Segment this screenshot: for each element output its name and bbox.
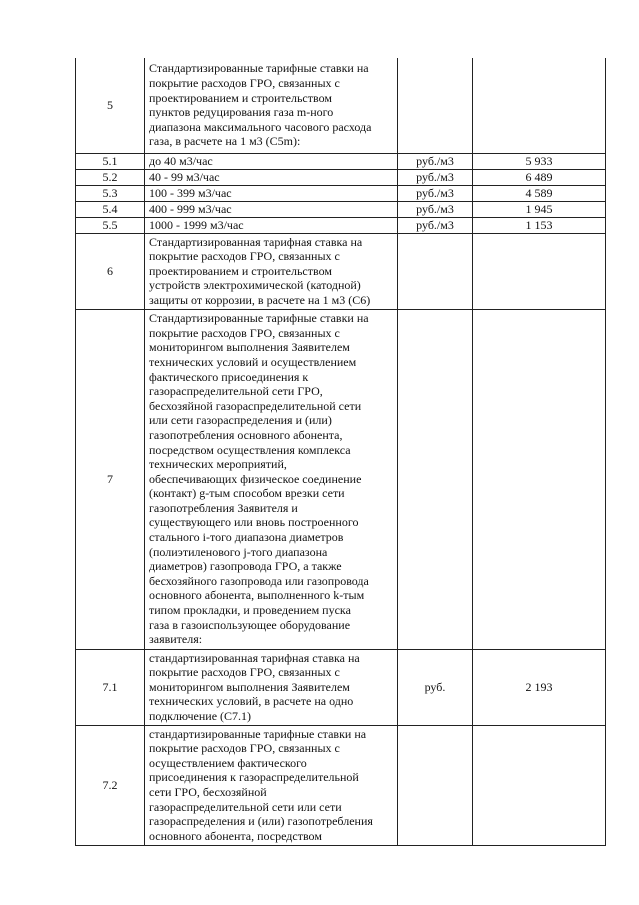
row-description: 1000 - 1999 м3/час bbox=[145, 217, 398, 233]
row-number: 5.3 bbox=[76, 185, 145, 201]
row-value: 2 193 bbox=[473, 649, 606, 725]
row-unit bbox=[398, 725, 473, 845]
row-description: стандартизированные тарифные ставки на покрытие расходов ГРО, связанных с осуществлением фактического присоединения к газораспределительной сети ГРО, бесхозяйной газораспределительной сети или сети газораспределения и (или) газопотребления основного абонента, посредством bbox=[145, 725, 398, 845]
row-description: 400 - 999 м3/час bbox=[145, 201, 398, 217]
table-row bbox=[76, 185, 606, 201]
row-description: Стандартизированные тарифные ставки на покрытие расходов ГРО, связанных с мониторингом выполнения Заявителем технических условий и осуществлением фактического присоединения к газораспределительной сети ГРО, бесхозяйной газораспределительной сети или сети газораспределения и (или) газопотребления основного абонента, посредством осуществления комплекса технических мероприятий, обеспечивающих физическое соединение (контакт) g-тым способом врезки сети газопотребления Заявителя и существующего или вновь построенного стального i-того диапазона диаметров (полиэтиленового j-того диапазона диаметров) газопровода ГРО, а также бесхозяйного газопровода или газопровода основного абонента, выполненного k-тым типом прокладки, и проведением пуска газа в газоиспользующее оборудование заявителя: bbox=[145, 309, 398, 649]
table-row bbox=[76, 58, 606, 153]
row-number: 5.2 bbox=[76, 169, 145, 185]
row-value bbox=[473, 725, 606, 845]
row-unit bbox=[398, 309, 473, 649]
table-row bbox=[76, 725, 606, 845]
row-number: 7.2 bbox=[76, 725, 145, 845]
row-value: 4 589 bbox=[473, 185, 606, 201]
row-unit: руб. bbox=[398, 649, 473, 725]
row-description: 100 - 399 м3/час bbox=[145, 185, 398, 201]
row-description: стандартизированная тарифная ставка на покрытие расходов ГРО, связанных с мониторингом выполнения Заявителем технических условий, в расчете на одно подключение (C7.1) bbox=[145, 649, 398, 725]
row-description: 40 - 99 м3/час bbox=[145, 169, 398, 185]
row-number: 5.5 bbox=[76, 217, 145, 233]
row-unit: руб./м3 bbox=[398, 217, 473, 233]
row-number: 7 bbox=[76, 309, 145, 649]
table-row bbox=[76, 309, 606, 649]
row-unit bbox=[398, 233, 473, 309]
row-value bbox=[473, 309, 606, 649]
table-row bbox=[76, 169, 606, 185]
row-description: Стандартизированная тарифная ставка на покрытие расходов ГРО, связанных с проектированием и строительством устройств электрохимической (катодной) защиты от коррозии, в расчете на 1 м3 (C6) bbox=[145, 233, 398, 309]
row-value: 5 933 bbox=[473, 153, 606, 169]
row-number: 6 bbox=[76, 233, 145, 309]
row-number: 5.4 bbox=[76, 201, 145, 217]
table-row bbox=[76, 217, 606, 233]
row-number: 7.1 bbox=[76, 649, 145, 725]
row-number: 5 bbox=[76, 58, 145, 153]
table-row bbox=[76, 233, 606, 309]
row-value: 6 489 bbox=[473, 169, 606, 185]
table-row bbox=[76, 649, 606, 725]
row-unit: руб./м3 bbox=[398, 169, 473, 185]
row-unit: руб./м3 bbox=[398, 185, 473, 201]
row-unit: руб./м3 bbox=[398, 153, 473, 169]
row-unit bbox=[398, 58, 473, 153]
row-description: Стандартизированные тарифные ставки на покрытие расходов ГРО, связанных с проектированием и строительством пунктов редуцирования газа m-ного диапазона максимального часового расхода газа, в расчете на 1 м3 (C5m): bbox=[145, 58, 398, 153]
row-description: до 40 м3/час bbox=[145, 153, 398, 169]
table-row bbox=[76, 201, 606, 217]
tariff-table bbox=[75, 58, 606, 846]
row-value: 1 945 bbox=[473, 201, 606, 217]
row-value bbox=[473, 58, 606, 153]
row-value: 1 153 bbox=[473, 217, 606, 233]
row-unit: руб./м3 bbox=[398, 201, 473, 217]
row-value bbox=[473, 233, 606, 309]
table-row bbox=[76, 153, 606, 169]
row-number: 5.1 bbox=[76, 153, 145, 169]
